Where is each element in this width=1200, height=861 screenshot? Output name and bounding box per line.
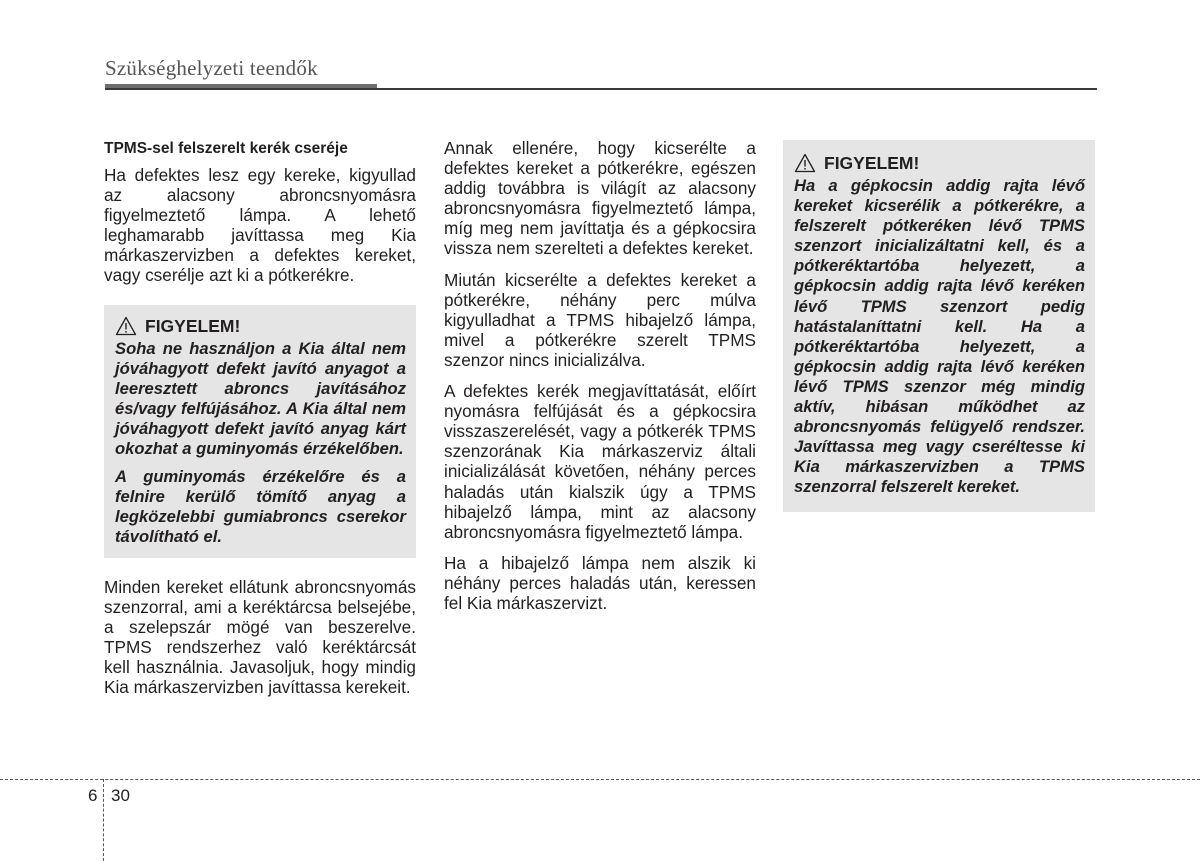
page-header-title: Szükséghelyzeti teendők	[105, 56, 318, 80]
warning-label: FIGYELEM!	[145, 315, 241, 336]
paragraph: Ha defektes lesz egy kereke, kigyullad az alacsony abroncsnyomásra figyelmeztető lámpa. A lehető leghamarabb javíttassa meg Kia márkaszervizben a defektes kereket, vagy cserélje azt ki a pótkerékre.	[104, 165, 416, 286]
column-middle	[444, 138, 756, 624]
header-rule	[105, 88, 1097, 90]
column-left	[104, 138, 416, 708]
paragraph: Miután kicserélte a defektes kereket a pótkerékre, néhány perc múlva kigyulladhat a TPMS hibajelző lámpa, mivel a pótkerékre szerelt TPMS szenzor nincs inicializálva.	[444, 269, 756, 370]
paragraph: Minden kereket ellátunk abroncsnyomás szenzorral, ami a keréktárcsa belsejébe, a szelepszár mögé van beszerelve. TPMS rendszerhez való keréktárcsát kell használnia. Javasoljuk, hogy mindig Kia márkaszervizben javíttassa kerekeit.	[104, 576, 416, 697]
paragraph: Ha a hibajelző lámpa nem alszik ki néhány perces haladás után, keressen fel Kia márkaszervizt.	[444, 552, 756, 613]
paragraph: Annak ellenére, hogy kicserélte a defektes kereket a pótkerékre, egészen addig továbbra is világít az alacsony abroncsnyomásra figyelmeztető lámpa, míg meg nem javíttatja és a gépkocsira vissza nem szerelteti a defektes kereket.	[444, 138, 756, 259]
warning-box	[104, 305, 416, 558]
warning-text: Ha a gépkocsin addig rajta lévő kereket kicserélik a pótkerékre, a felszerelt pótkeréken lévő TPMS szenzort inicializáltatni kell, és a pótkeréktartóba helyezett, a gépkocsin addig rajta lévő keréken lévő TPMS szenzort pedig hatástalaníttatni kell. Ha a pótkeréktartóba helyezett, a gépkocsin addig rajta lévő keréken lévő TPMS szenzor még mindig aktív, hibásan működhet az abroncsnyomás felügyelő rendszer. Javíttassa meg vagy cseréltesse ki Kia márkaszervizben a TPMS szenzorral felszerelt kereket.	[794, 176, 1085, 497]
warning-label: FIGYELEM!	[824, 153, 920, 173]
warning-heading	[115, 315, 406, 337]
warning-heading	[794, 152, 1085, 174]
warning-box	[783, 140, 1095, 512]
section-number: 6	[88, 786, 98, 805]
warning-triangle-icon	[115, 316, 137, 336]
section-title: TPMS-sel felszerelt kerék cseréje	[104, 140, 348, 157]
column-right	[783, 138, 1095, 531]
warning-text: A guminyomás érzékelőre és a felnire kerülő tömítő anyag a legközelebbi gumiabroncs cserekor távolítható el.	[115, 467, 406, 547]
footer-rule	[0, 779, 1200, 780]
footer-divider	[103, 779, 104, 861]
warning-triangle-icon	[794, 153, 816, 173]
paragraph: A defektes kerék megjavíttatását, előírt nyomásra felfújását és a gépkocsira visszaszerelését, vagy a pótkerék TPMS szenzorának Kia márkaszerviz általi inicializálását követően, néhány perces haladás után kialszik úgy a TPMS hibajelző lámpa, mint az alacsony abroncsnyomásra figyelmeztető lámpa.	[444, 381, 756, 542]
page-number: 30	[111, 786, 130, 805]
warning-text: Soha ne használjon a Kia által nem jóváhagyott defekt javító anyagot a leeresztett abroncs javításához és/vagy felfújásához. A Kia által nem jóváhagyott defekt javító anyag kárt okozhat a guminyomás érzékelőben.	[115, 338, 406, 459]
